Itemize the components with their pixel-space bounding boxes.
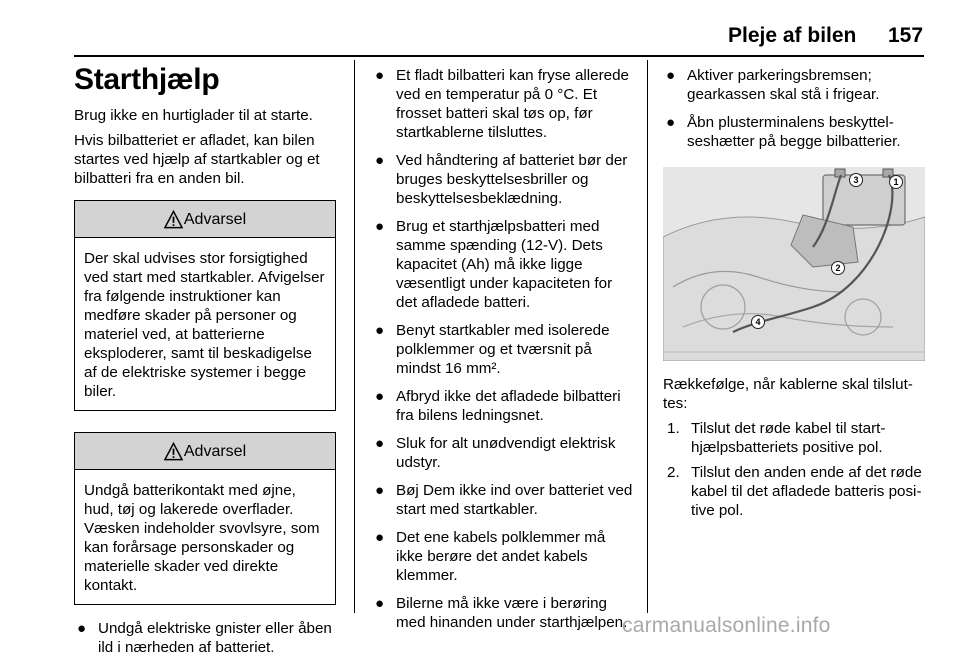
figure-callout-3: 3 xyxy=(849,173,863,187)
paragraph: Rækkefølge, når kablerne skal tilsluttes: xyxy=(663,376,913,412)
bullet-icon: ● xyxy=(375,529,385,546)
list-item-text: Bilerne må ikke være i berøring med hinanden under starthjælpen. xyxy=(396,595,628,631)
bullet-icon: ● xyxy=(375,67,385,84)
list-item xyxy=(663,66,925,104)
page-number: 157 xyxy=(888,24,924,47)
numbered-list xyxy=(663,419,925,520)
list-item-text: Aktiver parkeringsbremsen; gearkassen skal stå i frigear. xyxy=(687,67,880,103)
list-number: 1. xyxy=(667,420,680,437)
warning-title: Advarsel xyxy=(183,210,247,228)
list-item xyxy=(372,481,634,519)
engine-bay-illustration xyxy=(663,167,925,361)
column-2 xyxy=(372,66,634,641)
list-item-text: Afbryd ikke det afladede bilbatteri fra bilens ledningsnet. xyxy=(396,388,621,424)
bullet-icon: ● xyxy=(666,67,676,84)
figure-callout-4: 4 xyxy=(751,315,765,329)
list-item xyxy=(372,151,634,208)
warning-body: Undgå batterikontakt med øjne, hud, tøj og lakerede overflader. Væsken indeholder svovlsyre, som kan forårsage personskader og materielle skader ved direkte kontakt. xyxy=(84,482,320,594)
page-header-title: Pleje af bilen xyxy=(728,24,857,47)
warning-title: Advarsel xyxy=(183,442,247,460)
list-item-text: Tilslut det røde kabel til starthjælpsbatteriets positive pol. xyxy=(691,420,886,456)
list-item-text: Tilslut den anden ende af det røde kabel til det afladede batteris positive pol. xyxy=(691,464,922,519)
paragraph: Hvis bilbatteriet er afladet, kan bilen startes ved hjælp af startkabler og et bilbatteri fra en anden bil. xyxy=(74,132,320,187)
list-item-text: Bøj Dem ikke ind over batteriet ved start med startkabler. xyxy=(396,482,633,518)
list-item xyxy=(667,419,925,457)
list-item-text: Undgå elektriske gnister eller åben ild i nærheden af batteriet. xyxy=(98,620,332,656)
bullet-icon: ● xyxy=(375,388,385,405)
list-number: 2. xyxy=(667,464,680,481)
list-item xyxy=(372,321,634,378)
bullet-icon: ● xyxy=(375,218,385,235)
column-divider xyxy=(647,60,648,613)
warning-body: Der skal udvises stor forsigtighed ved start med startkabler. Afvigelser fra følgende instruktioner kan medføre skader på personer og materiel ved, at batterierne eksploderer, samt til beskadigelse af de elektriske systemer i begge biler. xyxy=(84,250,325,400)
list-item-text: Ved håndtering af batteriet bør der bruges beskyttelsesbriller og beskyttelsesbeklædning. xyxy=(396,152,628,207)
figure-callout-1: 1 xyxy=(889,175,903,189)
bullet-icon: ● xyxy=(375,595,385,612)
bullet-icon: ● xyxy=(77,620,87,637)
warning-header xyxy=(75,201,335,238)
bullet-list xyxy=(74,619,336,657)
list-item-text: Sluk for alt unødvendigt elektrisk udstyr. xyxy=(396,435,616,471)
bullet-icon: ● xyxy=(375,322,385,339)
warning-box xyxy=(74,432,336,605)
list-item xyxy=(372,434,634,472)
column-3 xyxy=(663,66,925,526)
list-item xyxy=(372,66,634,142)
warning-header xyxy=(75,433,335,470)
header-rule xyxy=(74,55,924,57)
bullet-list xyxy=(663,66,925,151)
bullet-icon: ● xyxy=(375,435,385,452)
bullet-icon: ● xyxy=(375,482,385,499)
figure-callout-2: 2 xyxy=(831,261,845,275)
section-title: Starthjælp xyxy=(74,63,220,96)
column-1 xyxy=(74,60,336,666)
warning-box xyxy=(74,200,336,411)
engine-bay-drawing xyxy=(663,167,925,361)
list-item xyxy=(372,528,634,585)
column-divider xyxy=(354,60,355,613)
list-item xyxy=(372,387,634,425)
list-item-text: Brug et starthjælpsbatteri med samme spænding (12-V). Dets kapacitet (Ah) må ikke ligge væsentligt under kapaciteten for det afladede batteri. xyxy=(396,218,613,311)
bullet-list xyxy=(372,66,634,632)
paragraph: Brug ikke en hurtiglader til at starte. xyxy=(74,107,313,124)
list-item-text: Åbn plusterminalens beskyttelseshætter på begge bilbatterier. xyxy=(687,114,901,150)
list-item xyxy=(372,217,634,312)
warning-icon xyxy=(164,442,183,461)
watermark: carmanualsonline.info xyxy=(622,614,831,637)
list-item-text: Det ene kabels polklemmer må ikke berøre det andet kabels klemmer. xyxy=(396,529,606,584)
bullet-icon: ● xyxy=(375,152,385,169)
list-item xyxy=(663,113,925,151)
warning-icon xyxy=(164,210,183,229)
bullet-icon: ● xyxy=(666,114,676,131)
list-item xyxy=(372,594,634,632)
list-item-text: Et fladt bilbatteri kan fryse allerede ved en temperatur på 0 °C. Et frosset batteri skal tøs op, før startkablerne tilsluttes. xyxy=(396,67,629,141)
list-item xyxy=(667,463,925,520)
list-item xyxy=(74,619,336,657)
list-item-text: Benyt startkabler med isolerede polklemmer og et tværsnit på mindst 16 mm². xyxy=(396,322,610,377)
